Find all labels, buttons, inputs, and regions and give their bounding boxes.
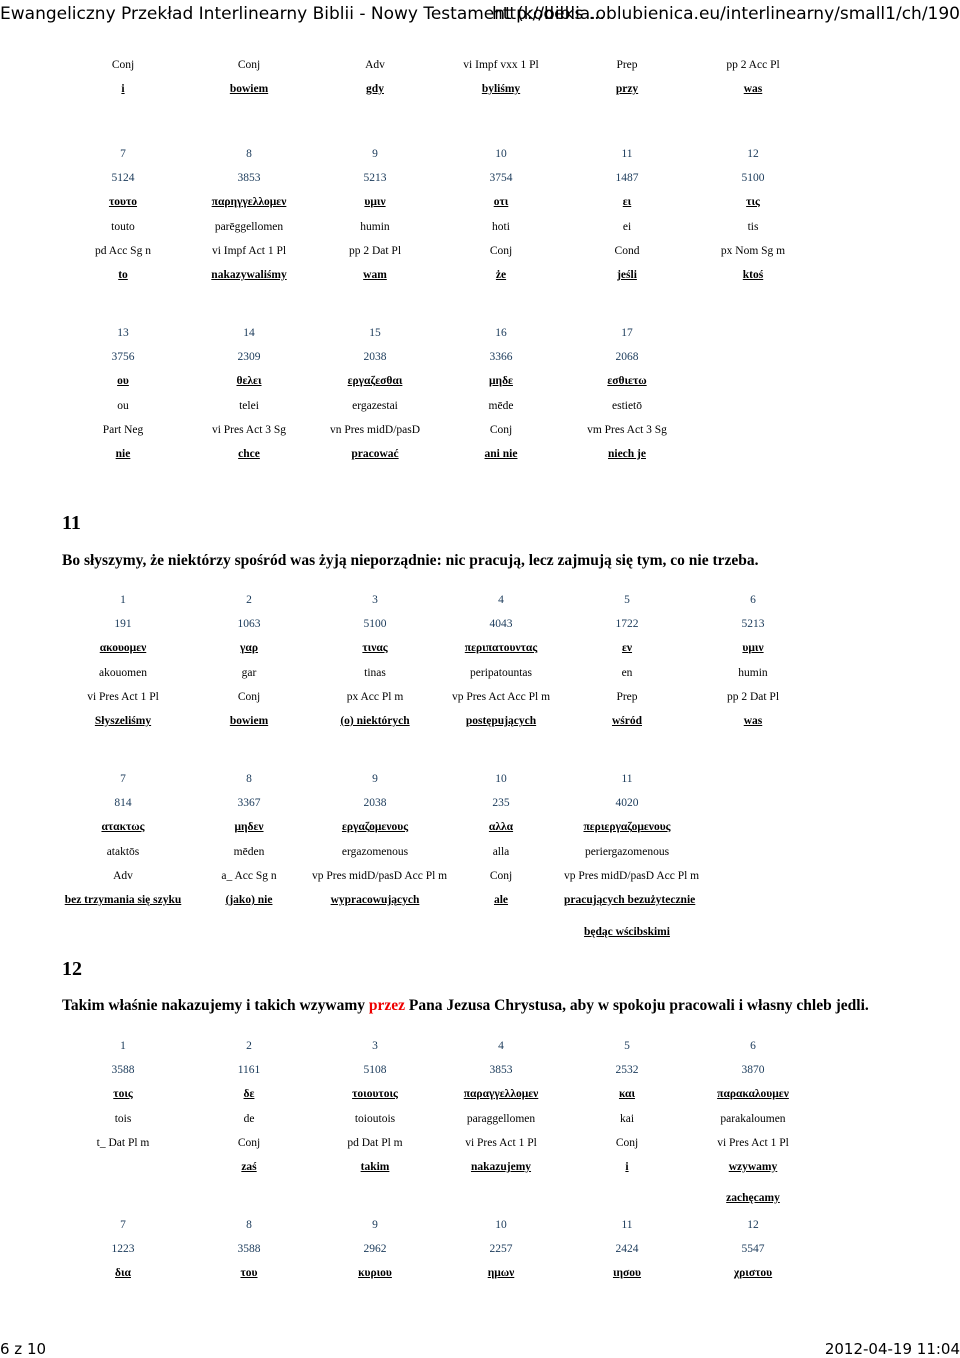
morphology: vi Pres Act 1 Pl — [717, 1136, 789, 1149]
greek-word[interactable]: υμιν — [364, 196, 386, 209]
page-title: Ewangeliczny Przekład Interlinearny Biblii - Nowy Testament (kodeks ... — [0, 4, 605, 24]
polish-translation[interactable]: chce — [238, 447, 260, 460]
strong-number: 3853 — [489, 1064, 513, 1077]
transliteration: tois — [114, 1112, 132, 1125]
morphology: vn Pres midD/pasD — [329, 423, 421, 436]
morphology: vi Pres Act 3 Sg — [211, 423, 287, 436]
morphology: Conj — [237, 1136, 261, 1149]
table-row — [60, 767, 816, 791]
morphology: Adv — [113, 869, 133, 882]
transliteration: ataktōs — [106, 845, 140, 858]
morphology: pp 2 Dat Pl — [726, 690, 780, 703]
greek-word[interactable]: και — [618, 1088, 636, 1101]
strong-number: 8 — [246, 773, 252, 785]
table-row — [60, 1082, 816, 1106]
greek-word[interactable]: γαρ — [240, 642, 258, 655]
transliteration: telei — [239, 399, 259, 412]
verse-number: 12 — [62, 958, 82, 980]
transliteration: ou — [117, 399, 129, 412]
strong-number: 7 — [120, 148, 126, 160]
strong-number: 3588 — [111, 1064, 135, 1077]
print-date: 2012-04-19 11:04 — [824, 1340, 960, 1358]
strong-number: 2424 — [615, 1243, 639, 1256]
table-row — [60, 661, 816, 685]
strong-number: 12 — [747, 148, 759, 160]
transliteration: ei — [622, 220, 632, 233]
polish-translation[interactable]: zaś — [241, 1160, 257, 1173]
transliteration: estietō — [611, 399, 643, 412]
table-row — [60, 53, 816, 77]
morphology: Conj — [615, 1136, 639, 1149]
polish-translation[interactable]: nakazywaliśmy — [211, 268, 287, 281]
polish-translation[interactable]: (o) niektórych — [340, 714, 410, 727]
strong-number: 3366 — [489, 351, 513, 364]
table-row — [60, 394, 816, 418]
greek-word[interactable]: ει — [622, 196, 632, 209]
highlighted-word: przez — [368, 997, 405, 1014]
polish-translation[interactable]: Słyszeliśmy — [94, 714, 152, 727]
word-table — [60, 1034, 816, 1179]
polish-translation[interactable]: wypracowujących — [330, 893, 420, 906]
strong-number: 814 — [114, 797, 132, 810]
morphology: pd Acc Sg n — [95, 244, 151, 257]
strong-number: 10 — [495, 148, 507, 160]
polish-translation[interactable]: bowiem — [229, 83, 269, 96]
greek-word[interactable]: τις — [746, 196, 760, 209]
page-footer — [0, 1340, 960, 1357]
strong-number: 1063 — [237, 618, 261, 631]
table-row — [60, 815, 816, 839]
strong-number: 11 — [621, 1219, 633, 1231]
table-row — [60, 888, 816, 912]
strong-number: 2 — [246, 1040, 252, 1052]
strong-number: 5213 — [363, 172, 387, 185]
greek-word[interactable]: χριστου — [733, 1267, 773, 1280]
greek-word[interactable]: οτι — [493, 196, 509, 209]
strong-number: 6 — [750, 594, 756, 606]
morphology: vp Pres Act Acc Pl m — [451, 690, 551, 703]
greek-word[interactable]: περιεργαζομενους — [583, 821, 671, 834]
greek-word[interactable]: εν — [621, 642, 633, 655]
greek-word[interactable]: ατακτως — [101, 821, 145, 834]
table-row — [60, 239, 816, 263]
polish-translation[interactable]: wśród — [611, 714, 643, 727]
strong-number: 10 — [495, 773, 507, 785]
strong-number: 8 — [246, 1219, 252, 1231]
alt-translation[interactable]: zachęcamy — [726, 1192, 780, 1204]
table-row — [60, 864, 816, 888]
strong-number: 5100 — [363, 618, 387, 631]
page-header — [0, 0, 960, 30]
polish-translation[interactable]: bez trzymania się szyku — [64, 893, 182, 906]
greek-word[interactable]: εσθιετω — [607, 375, 647, 388]
greek-word[interactable]: εργαζομενους — [341, 821, 409, 834]
morphology: vi Pres Act 1 Pl — [465, 1136, 537, 1149]
strong-number: 7 — [120, 1219, 126, 1231]
polish-translation[interactable]: że — [495, 268, 507, 281]
polish-translation[interactable]: wam — [363, 268, 387, 281]
table-row — [60, 1034, 816, 1058]
table-row — [60, 791, 816, 815]
greek-word[interactable]: εργαζεσθαι — [347, 375, 403, 388]
greek-word[interactable]: περιπατουντας — [464, 642, 538, 655]
morphology: Conj — [237, 59, 261, 71]
polish-translation[interactable]: byliśmy — [481, 83, 521, 96]
table-row — [60, 709, 816, 733]
table-row — [60, 1261, 816, 1285]
morphology: vi Pres Act 1 Pl — [87, 690, 159, 703]
transliteration: alla — [492, 845, 510, 858]
transliteration: ergazomenous — [341, 845, 409, 858]
strong-number: 5547 — [741, 1243, 765, 1256]
morphology: vi Impf vxx 1 Pl — [463, 59, 539, 71]
strong-number: 1223 — [111, 1243, 135, 1256]
transliteration: akouomen — [99, 666, 147, 679]
polish-translation[interactable]: i — [625, 1160, 629, 1173]
transliteration: toioutois — [354, 1112, 396, 1125]
greek-word[interactable]: παρηγγελλομεν — [211, 196, 287, 209]
morphology: Conj — [237, 690, 261, 703]
polish-translation[interactable]: przy — [615, 83, 639, 96]
greek-word[interactable]: μηδεν — [234, 821, 264, 834]
transliteration: kai — [619, 1112, 635, 1125]
table-row — [60, 77, 816, 101]
page-url[interactable]: http://biblia.oblubienica.eu/interlinearny/small1/ch/190 — [491, 4, 960, 24]
table-row — [60, 612, 816, 636]
polish-translation[interactable]: bowiem — [229, 714, 269, 727]
polish-translation[interactable]: nakazujemy — [470, 1160, 532, 1173]
transliteration: de — [243, 1112, 255, 1125]
transliteration: mēde — [488, 399, 514, 412]
word-table — [60, 767, 816, 912]
polish-translation[interactable]: wzywamy — [728, 1160, 778, 1173]
morphology: a_ Acc Sg n — [221, 869, 277, 882]
greek-word[interactable]: δε — [243, 1088, 255, 1101]
table-row — [60, 190, 816, 214]
morphology: Part Neg — [102, 423, 144, 436]
strong-number: 1 — [120, 594, 126, 606]
morphology: pp 2 Dat Pl — [348, 244, 402, 257]
strong-number: 7 — [120, 773, 126, 785]
strong-number: 2068 — [615, 351, 639, 364]
transliteration: mēden — [233, 845, 265, 858]
verse-text: Takim właśnie nakazujemy i takich wzywamy przez Pana Jezusa Chrystusa, aby w spokoju pracowali i własny chleb jedli. — [62, 997, 869, 1014]
strong-number: 12 — [747, 1219, 759, 1231]
greek-word[interactable]: παρακαλουμεν — [717, 1088, 789, 1101]
strong-number: 2532 — [615, 1064, 639, 1077]
greek-word[interactable]: δια — [115, 1267, 131, 1280]
table-row — [60, 588, 816, 612]
strong-number: 17 — [621, 327, 633, 339]
strong-number: 9 — [372, 148, 378, 160]
morphology: px Acc Pl m — [346, 690, 404, 703]
strong-number: 2962 — [363, 1243, 387, 1256]
strong-number: 4 — [498, 1040, 504, 1052]
table-row — [60, 263, 816, 287]
table-row — [60, 142, 816, 166]
table-row — [60, 442, 816, 466]
greek-word[interactable]: ου — [117, 375, 129, 388]
strong-number: 2038 — [363, 351, 387, 364]
morphology: Conj — [489, 244, 513, 257]
greek-word[interactable]: τοιουτοις — [352, 1088, 398, 1101]
transliteration: tinas — [364, 666, 386, 679]
morphology: vm Pres Act 3 Sg — [587, 423, 667, 436]
transliteration: parēggellomen — [214, 220, 284, 233]
table-row — [60, 321, 816, 345]
morphology: Conj — [489, 869, 513, 882]
table-row — [60, 840, 816, 864]
strong-number: 6 — [750, 1040, 756, 1052]
greek-word[interactable]: ιησου — [612, 1267, 642, 1280]
table-row — [60, 345, 816, 369]
strong-number: 15 — [369, 327, 381, 339]
strong-number: 191 — [114, 618, 132, 631]
strong-number: 5 — [624, 594, 630, 606]
strong-number: 4043 — [489, 618, 513, 631]
strong-number: 3367 — [237, 797, 261, 810]
polish-translation[interactable]: i — [121, 83, 125, 96]
morphology: vi Impf Act 1 Pl — [211, 244, 287, 257]
strong-number: 2309 — [237, 351, 261, 364]
strong-number: 5 — [624, 1040, 630, 1052]
word-table — [60, 142, 816, 287]
strong-number: 3588 — [237, 1243, 261, 1256]
transliteration: humin — [738, 666, 768, 679]
page-counter: 6 z 10 — [0, 1340, 47, 1358]
polish-translation[interactable]: ani nie — [484, 447, 518, 460]
strong-number: 235 — [492, 797, 510, 810]
strong-number: 2 — [246, 594, 252, 606]
strong-number: 3853 — [237, 172, 261, 185]
strong-number: 3756 — [111, 351, 135, 364]
strong-number: 1487 — [615, 172, 639, 185]
greek-word[interactable]: κυριου — [358, 1267, 392, 1280]
transliteration: gar — [241, 666, 257, 679]
strong-number: 9 — [372, 773, 378, 785]
strong-number: 2038 — [363, 797, 387, 810]
strong-number: 3 — [372, 594, 378, 606]
polish-translation[interactable]: nie — [115, 447, 131, 460]
table-row — [60, 166, 816, 190]
table-row — [60, 369, 816, 393]
strong-number: 4020 — [615, 797, 639, 810]
greek-word[interactable]: του — [240, 1267, 258, 1280]
transliteration: peripatountas — [470, 666, 532, 679]
transliteration: periergazomenous — [584, 845, 670, 858]
table-row — [60, 1155, 816, 1179]
strong-number: 5213 — [741, 618, 765, 631]
word-table — [60, 321, 816, 466]
table-row — [60, 1107, 816, 1131]
morphology: vp Pres midD/pasD Acc Pl m — [564, 869, 700, 882]
table-row — [60, 1213, 816, 1237]
strong-number: 10 — [495, 1219, 507, 1231]
polish-translation[interactable]: pracujących bezużytecznie — [564, 893, 696, 906]
word-table — [60, 1213, 816, 1286]
polish-translation[interactable]: gdy — [366, 83, 384, 96]
greek-word[interactable]: αλλα — [488, 821, 514, 834]
polish-translation[interactable]: ale — [493, 893, 509, 906]
strong-number: 4 — [498, 594, 504, 606]
polish-translation[interactable]: to — [118, 268, 128, 281]
greek-word[interactable]: ημων — [487, 1267, 515, 1280]
polish-translation[interactable]: (jako) nie — [225, 893, 273, 906]
strong-number: 16 — [495, 327, 507, 339]
greek-word[interactable]: παραγγελλομεν — [463, 1088, 539, 1101]
table-row — [60, 418, 816, 442]
strong-number: 1722 — [615, 618, 639, 631]
verse-number: 11 — [62, 512, 81, 534]
polish-translation[interactable]: takim — [360, 1160, 390, 1173]
strong-number: 5100 — [741, 172, 765, 185]
strong-number: 1161 — [237, 1064, 261, 1077]
morphology: Adv — [365, 59, 385, 71]
transliteration: tis — [747, 220, 759, 233]
strong-number: 3754 — [489, 172, 513, 185]
greek-word[interactable]: υμιν — [742, 642, 764, 655]
verse-text: Bo słyszymy, że niektórzy spośród was żyją nieporządnie: nic pracują, lecz zajmują się tym, co nie trzeba. — [62, 552, 759, 569]
word-table — [60, 588, 816, 733]
morphology: Cond — [614, 244, 640, 257]
strong-number: 13 — [117, 327, 129, 339]
morphology: Prep — [616, 59, 638, 71]
transliteration: humin — [360, 220, 390, 233]
strong-number: 11 — [621, 148, 633, 160]
greek-word[interactable]: τουτο — [108, 196, 138, 209]
polish-translation[interactable]: postępujących — [465, 714, 537, 727]
greek-word[interactable]: ακουομεν — [99, 642, 147, 655]
strong-number: 5108 — [363, 1064, 387, 1077]
greek-word[interactable]: θελει — [236, 375, 262, 388]
polish-translation[interactable]: pracować — [351, 447, 399, 460]
morphology: px Nom Sg m — [720, 244, 786, 257]
strong-number: 3 — [372, 1040, 378, 1052]
word-table — [60, 53, 816, 101]
table-row — [60, 1237, 816, 1261]
table-row — [60, 636, 816, 660]
strong-number: 3870 — [741, 1064, 765, 1077]
alt-translation[interactable]: będąc wścibskimi — [584, 926, 670, 938]
table-row — [60, 1131, 816, 1155]
strong-number: 5124 — [111, 172, 135, 185]
strong-number: 1 — [120, 1040, 126, 1052]
morphology: Conj — [111, 59, 135, 71]
polish-translation[interactable]: jeśli — [617, 268, 637, 281]
polish-translation[interactable]: was — [743, 83, 763, 96]
transliteration: parakaloumen — [720, 1112, 786, 1125]
morphology: Prep — [616, 690, 638, 703]
strong-number: 14 — [243, 327, 255, 339]
transliteration: paraggellomen — [466, 1112, 536, 1125]
strong-number: 11 — [621, 773, 633, 785]
morphology: Conj — [489, 423, 513, 436]
transliteration: touto — [111, 220, 135, 233]
polish-translation[interactable]: niech je — [607, 447, 646, 460]
morphology: vp Pres midD/pasD Acc Pl m — [312, 869, 448, 882]
strong-number: 9 — [372, 1219, 378, 1231]
polish-translation[interactable]: ktoś — [742, 268, 764, 281]
transliteration: hoti — [492, 220, 510, 233]
morphology: pd Dat Pl m — [347, 1136, 403, 1149]
greek-word[interactable]: τινας — [362, 642, 388, 655]
strong-number: 8 — [246, 148, 252, 160]
transliteration: ergazestai — [352, 399, 398, 412]
greek-word[interactable]: τοις — [113, 1088, 133, 1101]
table-row — [60, 1058, 816, 1082]
polish-translation[interactable]: was — [743, 714, 763, 727]
table-row — [60, 685, 816, 709]
morphology: pp 2 Acc Pl — [726, 59, 780, 71]
greek-word[interactable]: μηδε — [489, 375, 513, 388]
transliteration: en — [621, 666, 633, 679]
strong-number: 2257 — [489, 1243, 513, 1256]
morphology: t_ Dat Pl m — [96, 1136, 150, 1149]
table-row — [60, 215, 816, 239]
